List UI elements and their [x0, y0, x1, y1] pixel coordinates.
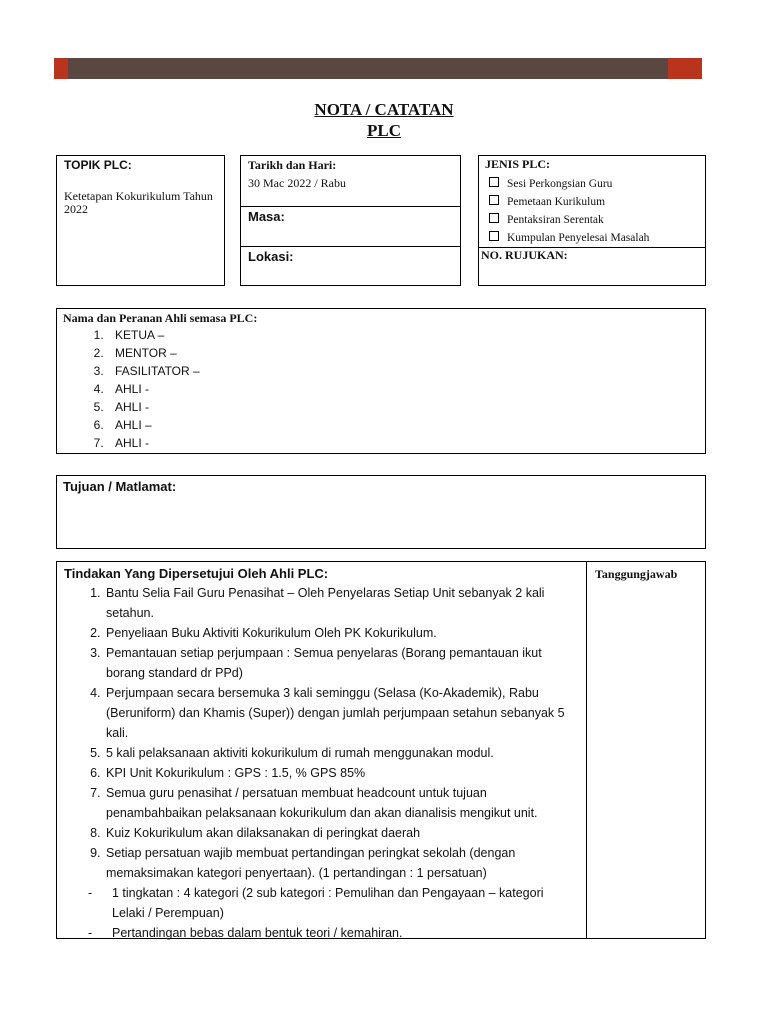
list-item[interactable]: 7. AHLI -	[107, 434, 699, 452]
tarikh-label: Tarikh dan Hari:	[248, 158, 337, 172]
jenis-option[interactable]: Pentaksiran Serentak	[489, 211, 699, 229]
masa-cell[interactable]	[241, 206, 460, 246]
checkbox-icon[interactable]	[489, 213, 499, 223]
list-item[interactable]: 4. AHLI -	[107, 380, 699, 398]
lokasi-cell[interactable]	[241, 246, 460, 286]
header-bar-right-accent	[668, 58, 702, 79]
rujukan-label: NO. RUJUKAN:	[481, 248, 568, 262]
jenis-option[interactable]: Kumpulan Penyelesai Masalah	[489, 229, 699, 247]
tindakan-column	[57, 562, 586, 947]
list-item: 3. Pemantauan setiap perjumpaan : Semua penyelaras (Borang pemantauan ikut borang standard dr PPd)	[104, 643, 579, 683]
list-item: 8. Kuiz Kokurikulum akan dilaksanakan di peringkat daerah	[104, 823, 579, 843]
sub-list-item: - Pertandingan bebas dalam bentuk teori / kemahiran.	[88, 923, 579, 943]
jenis-option[interactable]: Sesi Perkongsian Guru	[489, 175, 699, 193]
checkbox-icon[interactable]	[489, 177, 499, 187]
tindakan-label: Tindakan Yang Dipersetujui Oleh Ahli PLC:	[64, 566, 329, 581]
lokasi-label: Lokasi:	[248, 249, 294, 264]
header-bar	[54, 58, 702, 79]
column-divider	[586, 562, 587, 938]
list-item	[104, 843, 579, 943]
checkbox-icon[interactable]	[489, 231, 499, 241]
header-bar-left-accent	[54, 58, 68, 79]
list-item: 6. KPI Unit Kokurikulum : GPS : 1.5, % GPS 85%	[104, 763, 579, 783]
ahli-box	[56, 308, 706, 454]
jenis-box	[478, 155, 706, 286]
rujukan-cell[interactable]	[479, 247, 705, 286]
list-item[interactable]: 5. AHLI -	[107, 398, 699, 416]
list-item: 7. Semua guru penasihat / persatuan membuat headcount untuk tujuan penambahbaikan pelaksanaan kokurikulum dan akan dianalisis mengikut unit.	[104, 783, 579, 823]
jenis-cell	[479, 156, 705, 247]
list-item[interactable]: 1. KETUA –	[107, 326, 699, 344]
checkbox-icon[interactable]	[489, 195, 499, 205]
sub-list	[106, 883, 579, 943]
tindakan-list	[64, 583, 579, 943]
list-item-text: Setiap persatuan wajib membuat pertandingan peringkat sekolah (dengan memaksimakan kategori penyertaan). (1 pertandingan : 1 persatuan)	[106, 846, 516, 880]
tujuan-box[interactable]	[56, 475, 706, 549]
tanggungjawab-column[interactable]	[587, 562, 705, 587]
masa-label: Masa:	[248, 209, 285, 224]
list-item: 5. 5 kali pelaksanaan aktiviti kokurikulum di rumah menggunakan modul.	[104, 743, 579, 763]
ahli-list	[63, 326, 699, 452]
jenis-option[interactable]: Pemetaan Kurikulum	[489, 193, 699, 211]
tarikh-value: 30 Mac 2022 / Rabu	[248, 176, 346, 190]
topik-box	[56, 155, 225, 286]
list-item[interactable]: 2. MENTOR –	[107, 344, 699, 362]
list-item: 1. Bantu Selia Fail Guru Penasihat – Oleh Penyelaras Setiap Unit sebanyak 2 kali setahun.	[104, 583, 579, 623]
tindakan-table	[56, 561, 706, 939]
topik-value[interactable]: Ketetapan Kokurikulum Tahun 2022	[64, 189, 213, 216]
tanggungjawab-label: Tanggungjawab	[595, 567, 678, 581]
ahli-label: Nama dan Peranan Ahli semasa PLC:	[63, 311, 258, 325]
list-item: 4. Perjumpaan secara bersemuka 3 kali seminggu (Selasa (Ko-Akademik), Rabu (Beruniform) dan Khamis (Super)) dengan jumlah perjumpaan setahun sebanyak 5 kali.	[104, 683, 579, 743]
topik-label: TOPIK PLC:	[64, 158, 132, 172]
jenis-options	[489, 175, 699, 247]
tujuan-label: Tujuan / Matlamat:	[63, 479, 177, 494]
page-subtitle: PLC	[367, 121, 401, 140]
tarikh-cell[interactable]	[241, 156, 460, 206]
sub-list-item: - 1 tingkatan : 4 kategori (2 sub kategori : Pemulihan dan Pengayaan – kategori Lelaki / Perempuan)	[88, 883, 579, 923]
list-item[interactable]: 3. FASILITATOR –	[107, 362, 699, 380]
tarikh-box	[240, 155, 461, 286]
page-title: NOTA / CATATAN	[314, 100, 454, 119]
list-item[interactable]: 6. AHLI –	[107, 416, 699, 434]
list-item: 2. Penyeliaan Buku Aktiviti Kokurikulum Oleh PK Kokurikulum.	[104, 623, 579, 643]
jenis-label: JENIS PLC:	[485, 157, 551, 171]
